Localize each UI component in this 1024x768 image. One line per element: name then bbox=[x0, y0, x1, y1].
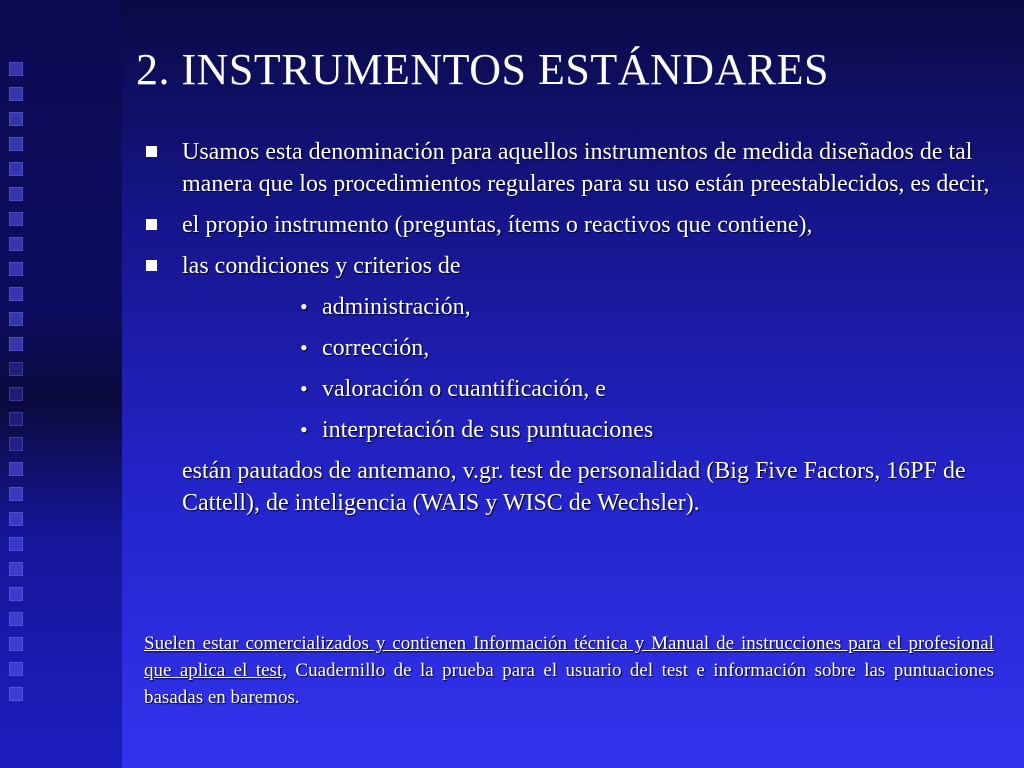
decorative-square bbox=[9, 537, 23, 551]
decorative-square bbox=[9, 162, 23, 176]
slide-title: 2. INSTRUMENTOS ESTÁNDARES bbox=[136, 45, 830, 94]
footer-underlined-text: Suelen estar comercializados y contienen Información técnica y Manual de instrucciones para el profesional que aplica el test, bbox=[144, 633, 994, 681]
decorative-square bbox=[9, 112, 23, 126]
decorative-square bbox=[9, 287, 23, 301]
sub-bullet-item bbox=[146, 373, 996, 405]
decorative-square bbox=[9, 362, 23, 376]
sub-bullet-text: administración, bbox=[322, 294, 471, 320]
decorative-square bbox=[9, 637, 23, 651]
decorative-square bbox=[9, 562, 23, 576]
decorative-square bbox=[9, 212, 23, 226]
square-bullet-icon bbox=[146, 146, 157, 157]
sub-bullet-item bbox=[146, 332, 996, 364]
footer-text: Cuadernillo de la prueba para el usuario del test e información sobre las puntuaciones basadas en baremos. bbox=[144, 660, 995, 708]
decorative-square bbox=[9, 387, 23, 401]
decorative-square bbox=[9, 487, 23, 501]
decorative-square bbox=[9, 462, 23, 476]
square-bullet-icon bbox=[146, 219, 157, 230]
continuation-text: están pautados de antemano, v.gr. test de personalidad (Big Five Factors, 16PF de Cattell), de inteligencia (WAIS y WISC de Wechsler). bbox=[182, 458, 966, 516]
bullet-text: las condiciones y criterios de bbox=[182, 253, 461, 279]
decorative-square bbox=[9, 312, 23, 326]
footer-note bbox=[144, 630, 994, 711]
bullet-text: Usamos esta denominación para aquellos instrumentos de medida diseñados de tal manera que los procedimientos regulares para su uso están preestablecidos, es decir, bbox=[182, 139, 990, 197]
decorative-side-strip bbox=[0, 0, 122, 768]
dot-bullet-icon: • bbox=[300, 294, 308, 319]
bullet-item bbox=[146, 209, 996, 241]
bullet-item bbox=[146, 250, 996, 282]
decorative-square bbox=[9, 187, 23, 201]
decorative-square bbox=[9, 662, 23, 676]
decorative-square bbox=[9, 337, 23, 351]
square-bullet-icon bbox=[146, 260, 157, 271]
sub-bullet-text: valoración o cuantificación, e bbox=[322, 376, 606, 402]
sub-bullet-text: corrección, bbox=[322, 335, 430, 361]
sub-bullet-item bbox=[146, 291, 996, 323]
dot-bullet-icon: • bbox=[300, 335, 308, 360]
dot-bullet-icon: • bbox=[300, 417, 308, 442]
decorative-square bbox=[9, 412, 23, 426]
decorative-square bbox=[9, 237, 23, 251]
sub-bullet-text: interpretación de sus puntuaciones bbox=[322, 417, 654, 443]
decorative-square bbox=[9, 437, 23, 451]
decorative-square bbox=[9, 512, 23, 526]
decorative-square bbox=[9, 687, 23, 701]
bullet-text: el propio instrumento (preguntas, ítems o reactivos que contiene), bbox=[182, 212, 813, 238]
decorative-squares bbox=[4, 62, 34, 712]
sub-bullet-item bbox=[146, 414, 996, 446]
decorative-square bbox=[9, 587, 23, 601]
dot-bullet-icon: • bbox=[300, 376, 308, 401]
decorative-square bbox=[9, 87, 23, 101]
decorative-square bbox=[9, 62, 23, 76]
bullet-item bbox=[146, 136, 996, 200]
decorative-square bbox=[9, 137, 23, 151]
decorative-square bbox=[9, 262, 23, 276]
slide-body bbox=[146, 136, 996, 519]
decorative-square bbox=[9, 612, 23, 626]
